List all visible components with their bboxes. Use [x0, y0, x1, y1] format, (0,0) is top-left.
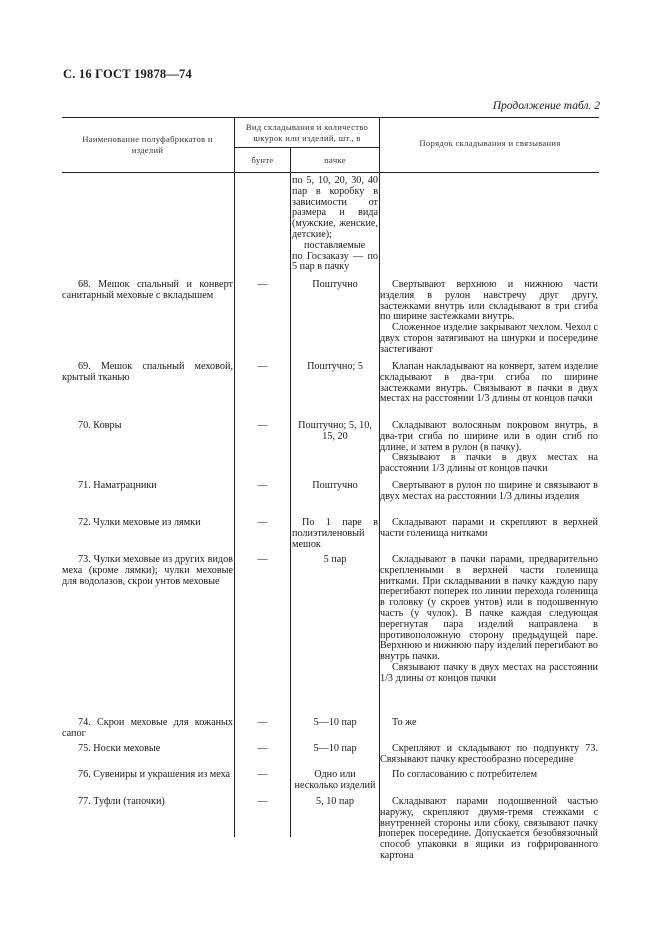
row-71-name: 71. Наматрацники	[78, 480, 157, 491]
row-77-order-p1: Складывают парами подошвенной частью наружу, скрепляют двумя-тремя стежками с внутренней стороны или сбоку, связывают пачку поперек посередине. Допускается безобвязочный способ упаковки в ящики из гофрированного картона	[380, 796, 598, 861]
row-76-order-p1: По согласованию с потребителем	[392, 769, 538, 780]
row-75-name: 75. Носки меховые	[78, 743, 161, 754]
row-77-name: 77. Туфли (тапочки)	[78, 796, 165, 807]
row-71-packs: Поштучно	[312, 480, 358, 491]
row-76-bunte: —	[257, 769, 268, 780]
row-70-order-p1: Складывают волосяным покровом внутрь, в два-три сгиба по ширине или в один сгиб по длине, и затем в рулон (в пачку).	[380, 420, 598, 453]
row-74-order-p1: То же	[392, 717, 417, 728]
row-69-packs: Поштучно; 5	[307, 361, 363, 372]
row-70-bunte: —	[257, 420, 268, 431]
row-75-order	[380, 744, 598, 766]
row-77-bunte: —	[257, 796, 268, 807]
row-71-order-p1: Свертывают в рулон по ширине и связывают в двух местах на расстоянии 1/3 длины изделия	[380, 480, 598, 502]
header-name-col: Наименование полуфабрикатов и изделий	[82, 134, 213, 155]
row-68-packs: Поштучно	[312, 279, 358, 290]
header-bottom-rule	[62, 172, 599, 173]
page-header: С. 16 ГОСТ 19878—74	[63, 67, 192, 81]
row-68-order	[380, 280, 598, 356]
header-fold-group: Вид складывания и количество шкурок или изделий, шт., в	[245, 122, 369, 143]
row-77-packs: 5, 10 пар	[316, 796, 354, 807]
row-68-order-p2: Сложенное изделие закрывают чехлом. Чехол с двух сторон затягивают на шнурки и посередине застегивают	[380, 322, 598, 355]
row-73-name: 73. Чулки меховые из других видов меха (кроме лямки); чулки меховые для водолазов, скрои унтов меховые	[62, 554, 233, 587]
subheader-rule	[235, 147, 379, 148]
col-divider-1	[234, 117, 235, 837]
header-order-col: Порядок складывания и связывания	[419, 138, 561, 148]
row-70-packs: Поштучно; 5, 10, 15, 20	[298, 420, 372, 442]
carryover-packs-line-1: по 5, 10, 20, 30, 40 пар в коробку в зависимости от размера и вида (мужские, женские, детские);	[292, 175, 378, 240]
row-73-order-p2: Связывают пачку в двух местах на расстоянии 1/3 длины от концов пачки	[380, 661, 598, 684]
row-74-bunte: —	[257, 717, 268, 728]
row-69-order	[380, 362, 598, 405]
row-70-name: 70. Ковры	[78, 420, 122, 431]
row-72-name: 72. Чулки меховые из лямки	[78, 517, 201, 528]
row-68-order-p1: Свертывают верхнюю и нижнюю части изделия в рулон навстречу друг другу, застежками внутрь или складывают в три сгиба по ширине застежками внутрь.	[380, 279, 598, 323]
carryover-packs	[292, 176, 378, 273]
row-74-order	[380, 718, 598, 729]
row-71-order	[380, 481, 598, 503]
col-divider-2	[290, 147, 291, 837]
header-packs: пачке	[324, 155, 346, 165]
row-74-packs: 5—10 пар	[313, 717, 357, 728]
row-69-bunte: —	[257, 361, 268, 372]
row-73-order-p1: Складывают в пачки парами, предварительно скрепленными в верхней части голенища нитками. При складывании в пачку каждую пару перегибают поперек по линии перехода голенища в головку (у скроев унтов) или в подошвенную часть (у чулок). В пачке каждая следующая перегнутая пара изделий направлена в противоположную сторону предыдущей паре. Верхнюю и нижнюю пару изделий перегибают во внутрь пачки.	[380, 554, 598, 663]
carryover-packs-line-2: поставляемые по Госзаказу — по 5 пар в пачку	[292, 239, 378, 273]
row-69-order-p1: Клапан накладывают на конверт, затем изделие складывают в два-три сгиба по ширине застежками внутрь. Связывают в пачки в двух местах на расстоянии 1/3 длины от концов пачки	[380, 361, 598, 405]
row-69-name: 69. Мешок спальный меховой, крытый тканью	[62, 361, 233, 383]
col-divider-3	[379, 117, 380, 837]
row-76-name: 76. Сувениры и украшения из меха	[78, 769, 231, 780]
row-74-name: 74. Скрои меховые для кожаных сапог	[62, 717, 233, 739]
row-76-packs: Одно или несколько изделий	[294, 769, 376, 791]
row-68-name: 68. Мешок спальный и конверт санитарный меховые с вкладышем	[62, 279, 233, 301]
row-70-order	[380, 421, 598, 475]
row-77-order	[380, 797, 598, 862]
row-72-order	[380, 518, 598, 540]
row-75-bunte: —	[257, 743, 268, 754]
row-71-bunte: —	[257, 480, 268, 491]
row-76-order	[380, 770, 598, 781]
row-72-bunte: —	[257, 517, 268, 528]
row-73-packs: 5 пар	[323, 554, 347, 565]
table-continuation-label: Продолжение табл. 2	[492, 100, 600, 112]
table-top-rule	[62, 117, 599, 118]
row-73-bunte: —	[257, 554, 268, 565]
row-75-order-p1: Скрепляют и складывают по подпункту 73. Связывают пачку крестообразно посередине	[380, 743, 598, 765]
row-70-order-p2: Связывают в пачки в двух местах на расстоянии 1/3 длины от концов пачки	[380, 452, 598, 475]
row-68-bunte: —	[257, 279, 268, 290]
row-75-packs: 5—10 пар	[313, 743, 357, 754]
row-72-packs: По 1 паре в полиэтиленовый мешок	[292, 517, 378, 550]
row-72-order-p1: Складывают парами и скрепляют в верхней части голенища нитками	[380, 517, 598, 539]
header-bunte: бунте	[251, 155, 274, 165]
row-73-order	[380, 555, 598, 685]
